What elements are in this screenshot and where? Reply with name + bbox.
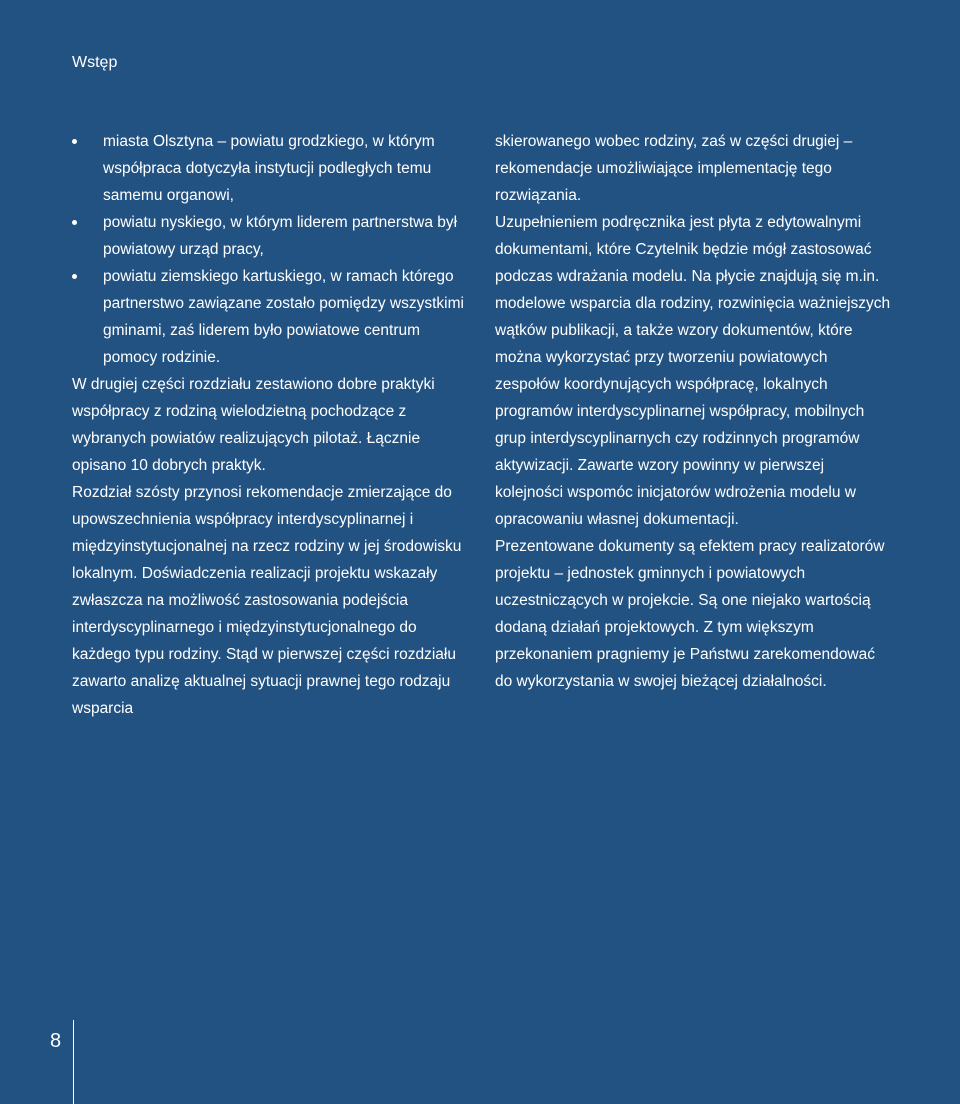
left-column xyxy=(72,128,468,722)
bullet-text: powiatu nyskiego, w którym liderem partnerstwa był powiatowy urząd pracy, xyxy=(103,214,458,258)
bullet-text: powiatu ziemskiego kartuskiego, w ramach którego partnerstwo zawiązane zostało pomiędzy wszystkimi gminami, zaś liderem było powiatowe centrum pomocy rodzinie. xyxy=(103,268,464,366)
bullet-icon xyxy=(72,220,77,225)
paragraph-recommendations: skierowanego wobec rodziny, zaś w części drugiej – rekomendacje umożliwiające implementację tego rozwiązania. xyxy=(495,133,853,204)
bullet-list xyxy=(72,128,468,371)
paragraph-good-practices: W drugiej części rozdziału zestawiono dobre praktyki współpracy z rodziną wielodzietną pochodzące z wybranych powiatów realizujących pilotaż. Łącznie opisano 10 dobrych praktyk. xyxy=(72,376,435,474)
paragraph-chapter-six: Rozdział szósty przynosi rekomendacje zmierzające do upowszechnienia współpracy interdyscyplinarnej i międzyinstytucjonalnej na rzecz rodziny w jej środowisku lokalnym. Doświadczenia realizacji projektu wskazały zwłaszcza na możliwość zastosowania podejścia interdyscyplinarnego i międzyinstytucjonalnego do każdego typu rodziny. Stąd w pierwszej części rozdziału zawarto analizę aktualnej sytuacji prawnej tego rodzaju wsparcia xyxy=(72,484,462,717)
bullet-text: miasta Olsztyna – powiatu grodzkiego, w którym współpraca dotyczyła instytucji podległych temu samemu organowi, xyxy=(103,133,435,204)
page-number: 8 xyxy=(50,1030,62,1052)
section-title: Wstęp xyxy=(72,54,118,71)
right-column xyxy=(495,128,891,695)
bullet-item-nyski xyxy=(72,209,468,263)
bullet-item-olsztyn xyxy=(72,128,468,209)
page-number-rule xyxy=(73,1020,74,1104)
paragraph-cd-supplement: Uzupełnieniem podręcznika jest płyta z edytowalnymi dokumentami, które Czytelnik będzie mógł zastosować podczas wdrażania modelu. Na płycie znajdują się m.in. modelowe wsparcia dla rodziny, rozwinięcia ważniejszych wątków publikacji, a także wzory dokumentów, które można wykorzystać przy tworzeniu powiatowych zespołów koordynujących współpracę, lokalnych programów interdyscyplinarnej współpracy, mobilnych grup interdyscyplinarnych czy rodzinnych programów aktywizacji. Zawarte wzory powinny w pierwszej kolejności wspomóc inicjatorów wdrożenia modelu w opracowaniu własnej dokumentacji. xyxy=(495,214,891,528)
bullet-icon xyxy=(72,139,77,144)
paragraph-documents: Prezentowane dokumenty są efektem pracy realizatorów projektu – jednostek gminnych i powiatowych uczestniczących w projekcie. Są one niejako wartością dodaną działań projektowych. Z tym większym przekonaniem pragniemy je Państwu zarekomendować do wykorzystania w swojej bieżącej działalności. xyxy=(495,538,885,690)
bullet-icon xyxy=(72,274,77,279)
bullet-item-kartuski xyxy=(72,263,468,371)
